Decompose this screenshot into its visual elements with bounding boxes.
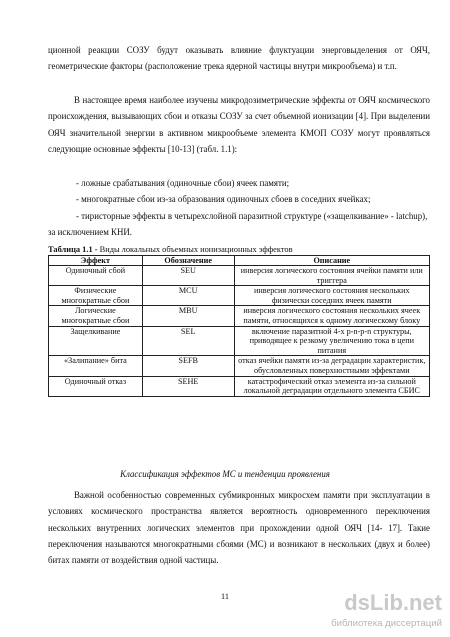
bullet-false-triggers: - ложные срабатывания (одиночные сбои) ячеек памяти; [76,178,290,188]
paragraph-effects: В настоящее время наиболее изучены микродозиметрические эффекты от ОЯЧ космического происхождения, вызывающих сбои и отказы СОЗУ за счет объемной ионизации [4]. При выделении ОЯЧ значительной энергии в активном микрообъеме элемента КМОП СОЗУ могут проявляться следующие основные эффекты [10-13] (табл. 1.1): [48,95,430,154]
cell-description: инверсия логического состояния нескольких ячеек памяти, относящихся к одному логическому блоку [234,306,429,326]
paragraph-multiple-upsets: Важной особенностью современных субмикронных микросхем памяти при эксплуатации в условиях космического пространства является вероятность одновременного переключения нескольких внутренних логических элементов при прохождении одной ОЯЧ [14- 17]. Такие переключения называются многократными сбоями (МС) и возникают в нескольких (двух и более) битах памяти от воздействия одной частицы. [48,490,430,566]
effects-table [48,255,430,397]
table-row [49,286,430,306]
table-row [49,356,430,376]
cell-effect: Одиночный отказ [49,376,143,396]
cell-description: отказ ячейки памяти из-за деградации характеристик, обусловленных поверхностными эффектами [234,356,429,376]
cell-code: SEHE [142,376,234,396]
cell-effect: Одиночный сбой [49,266,143,286]
cell-code: MBU [142,306,234,326]
bullet-latchup: - тиристорные эффекты в четырехслойной паразитной структуре («защелкивание» - latchup), за исключением КНИ. [48,211,428,238]
header-effect: Эффект [49,256,143,266]
table-row [49,306,430,326]
cell-description: инверсия логического состояния ячейки памяти или триггера [234,266,429,286]
cell-description: катастрофический отказ элемента из-за сильной локальной деградации отдельного элемента СБИС [234,376,429,396]
table-caption [48,245,293,255]
cell-code: SEFB [142,356,234,376]
header-designation: Обозначение [142,256,234,266]
page-number: 11 [221,592,229,601]
cell-code: SEL [142,326,234,356]
cell-description: инверсия логического состояния нескольких физически соседних ячеек памяти [234,286,429,306]
header-description: Описание [234,256,429,266]
table-row [49,326,430,356]
cell-code: SEU [142,266,234,286]
table-row [49,376,430,396]
cell-code: MCU [142,286,234,306]
table-header-row [49,256,430,266]
cell-effect: «Залипание» бита [49,356,143,376]
cell-effect: Защелкивание [49,326,143,356]
section-subheading: Классификация эффектов МС и тенденции проявления [120,469,330,479]
cell-description: включение паразитной 4-х p-n-p-n структуры, приводящее к резкому увеличению тока в цепи питания [234,326,429,356]
table-caption-text: Виды локальных объемных ионизационных эффектов [97,245,293,254]
watermark-subtitle: библиотека диссертаций [331,618,442,629]
table-row [49,266,430,286]
watermark-logo: dsLib.net [344,590,442,615]
table-caption-number: Таблица 1.1 - [48,245,98,254]
cell-effect: Логические многократные сбои [49,306,143,326]
paragraph-intro: ционной реакции СОЗУ будут оказывать влияние флуктуации энерговыделения от ОЯЧ, геометрические факторы (расположение трека ядерной частицы внутри микрообъема) и т.п. [48,45,430,72]
watermark [332,590,442,634]
cell-effect: Физические многократные сбои [49,286,143,306]
bullet-multiple-upsets: - многократные сбои из-за образования одиночных сбоев в соседних ячейках; [76,194,371,204]
